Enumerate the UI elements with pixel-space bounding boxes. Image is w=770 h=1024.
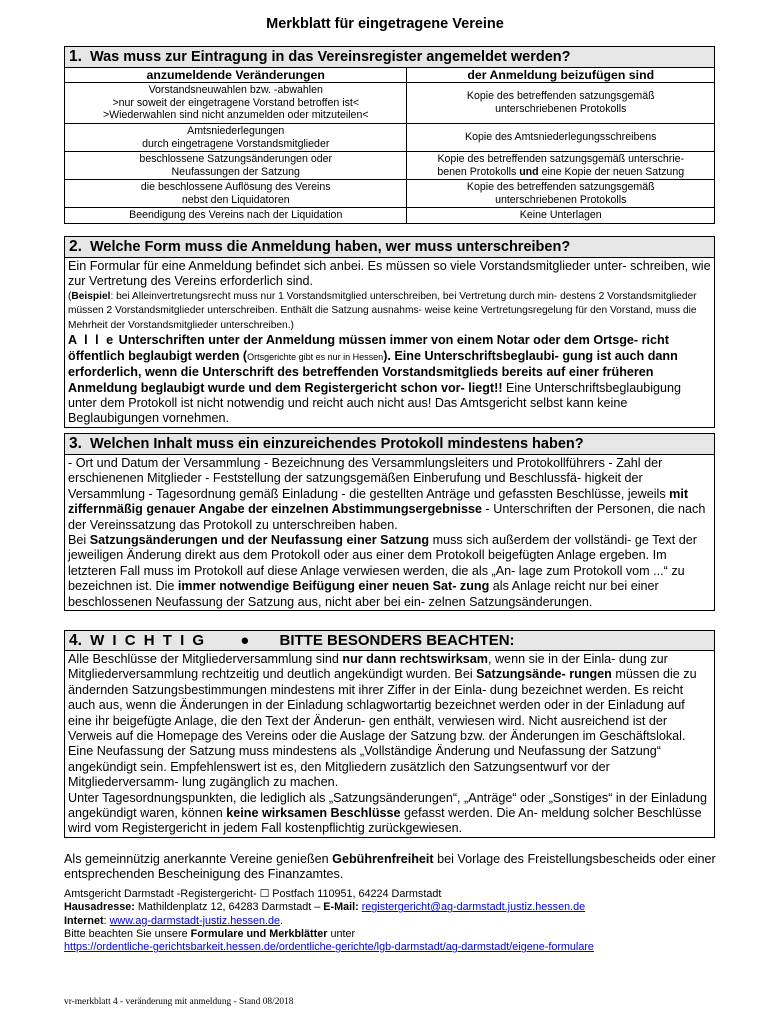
form-paragraph: Ein Formular für eine Anmeldung befindet sich anbei. Es müssen so viele Vorstandsmitglieder unter- schreiben, wie zur Vertretung des Vereins erforderlich sind. [68,259,711,289]
validity-paragraph [68,652,711,791]
forms-url-line [64,941,724,954]
protocol-paragraph [68,456,711,533]
amendment-text: muss sich außerdem der vollständi- ge Text der jeweiligen Änderung direkt aus dem Protokoll oder aus einer dem Protokoll beigefügten Anlage ergeben. Im letzteren Fall muss im Protokoll auf diese Anlage verwiesen werden, die als „An- lage zum Protokoll vom ...“ zu bezeichnen ist. Die [68,533,697,594]
address-label: Hausadresse: [64,901,135,914]
cell-emphasis: und [519,165,539,178]
cell-line: Kopie des betreffenden satzungsgemäß [466,90,655,103]
cell-line: die beschlossene Auflösung des Vereins [140,180,331,193]
forms-bold-text: Formulare und Merkblätter [190,927,328,940]
agenda-text: gefasst werden. Die An- meldung solcher Beschlüsse wird vom Registergericht in jedem Fall kostenpflichtig zurückgewiesen. [68,806,702,836]
section-2-number: 2. [69,238,82,255]
cell-line: Vorstandsneuwahlen bzw. -abwahlen [148,84,323,97]
document-version-note: vr-merkblatt 4 - veränderung mit anmeldung - Stand 08/2018 [64,997,294,1007]
section-4-number: 4. [69,632,82,649]
section-2 [64,236,715,428]
cell-line: >nur soweit der eingetragene Vorstand betroffen ist< [112,96,360,109]
cell-line: durch eingetragene Vorstandsmitglieder [142,137,330,150]
section-1-number: 1. [69,48,82,65]
agenda-text: Unter Tagesordnungspunkten, die lediglich als „Satzungsänderungen“, „Anträge“ oder „Sonstiges“ in der Einladung angekündigt waren, können [68,790,707,821]
cell-line: unterschriebenen Protokolls [495,193,627,206]
signature-paragraph [68,333,711,426]
internet-separator: : [103,914,110,927]
example-text: ( [68,290,72,302]
email-link[interactable]: registergericht@ag-darmstadt.justiz.hessen.de [361,901,586,914]
email-label: E-Mail: [323,901,359,914]
validity-text: müssen die zu ändernden Satzungsbestimmungen mindestens mit ihrer Ziffer in der Einla- dung bezeichnet werden. Es reicht auch aus, wenn die Änderungen in der Einladung schlagwortartig bezeichnet werden oder in der Einladung auf eine ihr beigefügte Anlage, die den Text der Änderun- gen enthält, verwiesen wird. Nicht ausreichend ist der Verweis auf die Homepage des Vereins oder die Auslage der Satzung bzw. der Änderungen im Geschäftslokal. Eine Neufassung der Satzung muss mindestens als „Vollständige Änderung und Neufassung der Satzung“ angekündigt sein. Empfehlenswert ist es, den Mitgliedern zusätzlich den Satzungsentwurf vor der Mitgliederversamm- lung zugänglich zu machen. [68,667,697,790]
cell-line: unterschriebenen Protokolls [495,103,627,115]
table-cell: Keine Unterlagen [407,208,714,223]
ortsgericht-note: Ortsgerichte gibt es nur in Hessen [247,351,384,362]
internet-label: Internet [64,914,104,927]
fee-text: bei Vorlage des Freistellungsbescheids oder einer entsprechenden Bescheinigung des Finanzamtes. [64,852,716,882]
amendment-paragraph [68,533,711,610]
cell-line: beschlossene Satzungsänderungen oder [139,152,333,165]
cell-line: Neufassungen der Satzung [171,165,300,178]
section-4-heading [65,631,714,651]
protocol-text: - Unterschriften der Personen, die nach der Vereinssatzung das Protokoll zu unterschreiben haben. [68,502,706,532]
table-cell [65,83,407,124]
cell-line: Kopie des betreffenden satzungsgemäß [466,180,655,193]
table-cell [407,124,714,152]
section-4-body [65,651,714,837]
alle-word: A l l e [68,333,116,348]
section-3-body [65,455,714,610]
forms-line [64,928,724,941]
table-cell [65,180,407,208]
cell-line: Kopie des Amtsniederlegungsschreibens [465,131,657,144]
section-2-title: Welche Form muss die Anmeldung haben, wer muss unterschreiben? [89,239,571,255]
table-row [65,152,714,180]
column-header-changes: anzumeldende Veränderungen [65,68,407,83]
cell-line: >Wiederwahlen sind nicht anzumelden oder mitzuteilen< [102,109,369,122]
validity-text: , wenn sie in der Einla- dung zur Mitgliederversammlung rechtzeitig und deutlich angekündigt wurden. Bei [68,652,668,682]
section-1-heading [65,47,714,68]
signature-bold-text: ). Eine Unterschriftsbeglaubi- gung ist auch dann erforderlich, wenn die Unterschrift des betreffenden Vorstandsmitglieds bereits auf einer früheren Anmeldung beglaubigt wurde und dem Registergericht schon vor- liegt!! [68,348,678,395]
cell-text: benen Protokolls [437,165,520,178]
agenda-paragraph [68,791,711,837]
section-2-body [65,258,714,427]
forms-text: unter [327,927,356,940]
bullet-icon: ● [240,632,250,649]
internet-line [64,915,724,928]
fee-text: Als gemeinnützig anerkannte Vereine genießen [64,852,333,866]
table-cell [65,152,407,180]
section-3 [64,433,715,611]
cell-line: Kopie des betreffenden satzungsgemäß unterschrie- [437,152,685,165]
agenda-bold-text: keine wirksamen Beschlüsse [226,806,401,821]
section-2-heading [65,237,714,258]
forms-link[interactable]: https://ordentliche-gerichtsbarkeit.hessen.de/ordentliche-gerichte/lgb-darmstadt/ag-darmstadt/eigene-formulare [64,941,594,954]
section-4 [64,630,715,838]
table-row [65,124,714,152]
fee-bold-text: Gebührenfreiheit [332,852,434,866]
table-cell: Beendigung des Vereins nach der Liquidation [65,208,407,223]
table-cell [407,83,714,124]
validity-bold-text: Satzungsände- rungen [476,667,612,682]
amendment-bold-text: immer notwendige Beifügung einer neuen Sat- zung [177,579,490,594]
validity-bold-text: nur dann rechtswirksam [342,652,488,666]
internet-end: . [280,914,284,927]
example-label: Beispiel [71,290,111,302]
validity-text: Alle Beschlüsse der Mitgliederversammlung sind [68,652,343,666]
section-4-title: BITTE BESONDERS BEACHTEN: [279,632,515,649]
amendment-bold-text: Satzungsänderungen und der Neufassung einer Satzung [89,533,430,548]
column-header-attachments: der Anmeldung beizufügen sind [407,68,714,83]
section-1-title: Was muss zur Eintragung in das Vereinsregister angemeldet werden? [89,49,571,65]
table-header-row [65,68,714,83]
table-row [65,83,714,124]
house-address-line [64,901,724,914]
table-cell [407,152,714,180]
signature-bold-text: Unterschriften unter der Anmeldung müssen immer von einem Notar oder dem Ortsge- richt öffentlich beglaubigt werden ( [68,333,669,363]
forms-text: Bitte beachten Sie unsere [64,927,191,940]
address-text: Mathildenplatz 12, 64283 Darmstadt – [134,901,324,914]
table-row [65,180,714,208]
wichtig-label: W I C H T I G [90,632,207,649]
section-3-title: Welchen Inhalt muss ein einzureichendes Protokoll mindestens haben? [89,436,584,452]
document-title: Merkblatt für eingetragene Vereine [266,16,504,32]
protocol-bold-text: mit ziffernmäßig genauer Angabe der einzelnen Abstimmungsergebnisse [68,486,689,517]
section-3-heading [65,434,714,455]
fee-exemption-note [64,852,724,883]
example-paragraph [68,290,711,334]
cell-text: eine Kopie der neuen Satzung [538,165,685,178]
amendment-text: als Anlage reicht nur bei einer beschlossenen Neufassung der Satzung aus, nicht aber bei ein- zelnen Satzungsänderungen. [68,579,659,609]
section-3-number: 3. [69,435,82,452]
changes-table [65,68,714,223]
table-row [65,208,714,223]
example-text: : bei Alleinvertretungsrecht muss nur 1 Vorstandsmitglied unterschreiben, bei Vertretung durch min- destens 2 Vorstandsmitglieder müssen 2 Vorstandsmitglieder unterschreiben. Enthält die Satzung ausnahms- weise keine Vertretungsregelung für den Vorstand, muss die Mehrheit der Vorstandsmitglieder unterschreiben.) [68,290,697,331]
court-address-line: Amtsgericht Darmstadt -Registergericht- ☐ Postfach 110951, 64224 Darmstadt [64,888,442,900]
amendment-text: Bei [68,533,90,548]
court-contact-footer [64,888,724,954]
table-cell [65,124,407,152]
section-1 [64,46,715,224]
internet-link[interactable]: www.ag-darmstadt-justiz.hessen.de [109,914,281,927]
signature-text: Eine Unterschriftsbeglaubigung unter dem Protokoll ist nicht notwendig und reicht auch nicht aus! Das Amtsgericht selbst kann keine Beglaubigungen vornehmen. [68,380,682,426]
cell-line [409,166,712,179]
protocol-text: - Ort und Datum der Versammlung - Bezeichnung des Versammlungsleiters und Protokollführers - Zahl der erschienenen Mitglieder - Feststellung der satzungsgemäßen Einberufung und Beschlussfä- higkeit der Versammlung - Tagesordnung gemäß Einladung - die gestellten Anträge und gefassten Beschlüsse, jeweils [68,456,670,501]
cell-line: Amtsniederlegungen [187,124,285,137]
table-cell [407,180,714,208]
cell-line: nebst den Liquidatoren [181,193,290,206]
